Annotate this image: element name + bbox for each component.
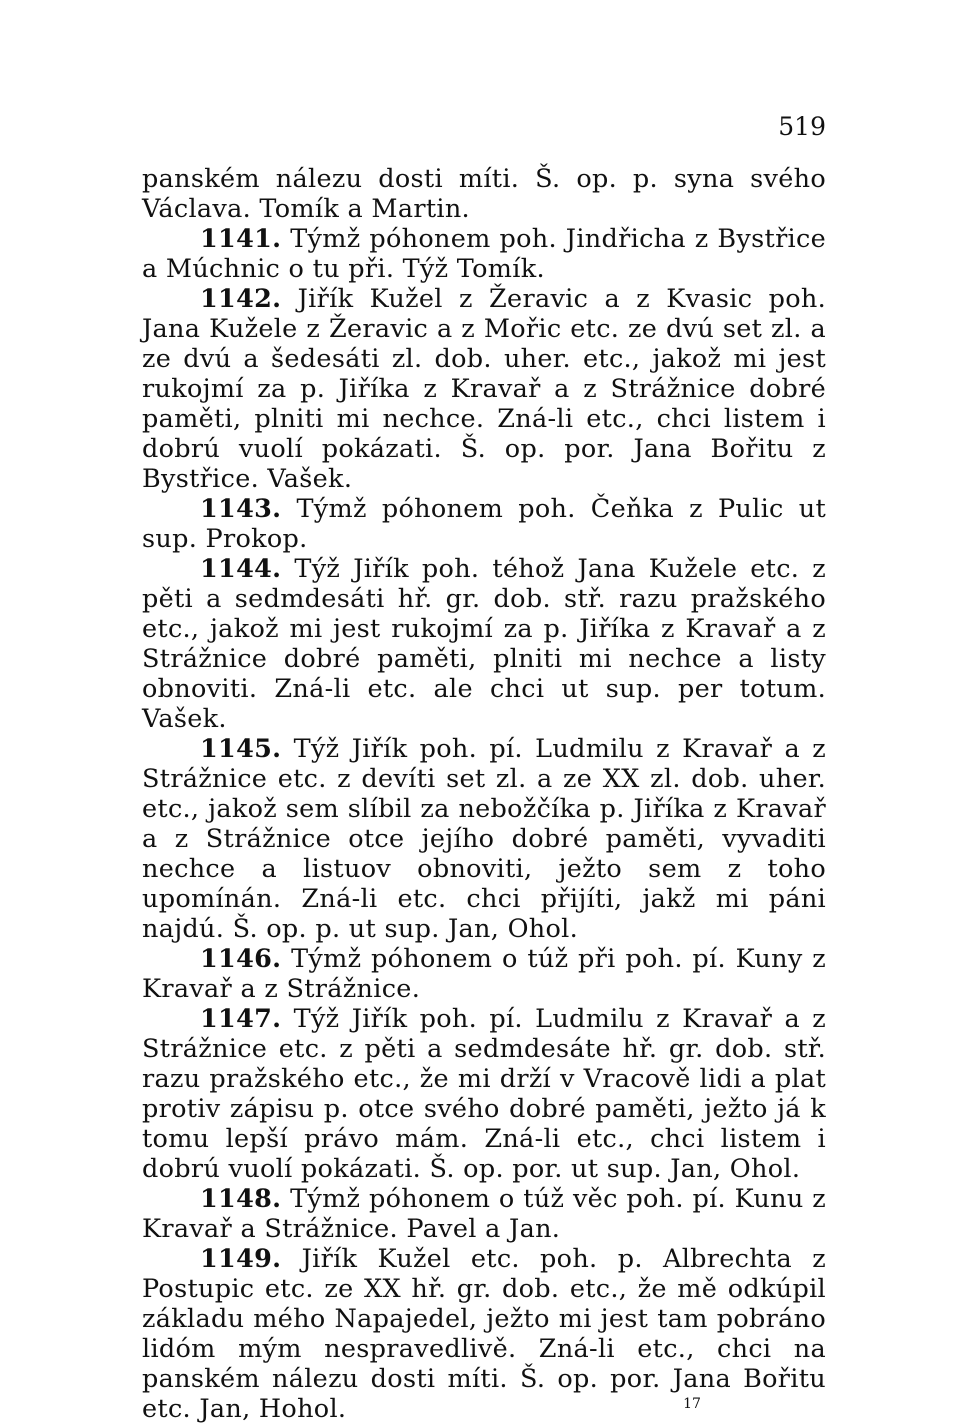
entry-1142 — [142, 284, 826, 494]
entry-number: 1148. — [200, 1184, 282, 1214]
entry-number: 1145. — [200, 734, 282, 764]
entry-text: Týmž póhonem o túž věc poh. pí. Kunu z Kravař a Strážnice. Pavel a Jan. — [142, 1184, 827, 1244]
entry-text: Týž Jiřík poh. pí. Ludmilu z Kravař a z Strážnice etc. z devíti set zl. a ze XX zl. dob. uher. etc., jakož sem slíbil za nebožčíka p. Jiříka z Kravař a z Strážnice otce jejího dobré paměti, vyvaditi nechce a listuov obnoviti, ježto sem z toho upomínán. Zná-li etc. chci přijíti, jakž mi páni najdú. Š. op. p. ut sup. Jan, Ohol. — [142, 734, 826, 944]
entry-number: 1149. — [200, 1244, 282, 1274]
entry-1149 — [142, 1244, 826, 1424]
entry-1143 — [142, 494, 826, 554]
entry-number: 1144. — [200, 554, 282, 584]
entry-text: Jiřík Kužel z Žeravic a z Kvasic poh. Jana Kužele z Žeravic a z Mořic etc. ze dvú set zl. a ze dvú a šedesáti zl. dob. uher. etc., jakož mi jest rukojmí za p. Jiříka z Kravař a z Strážnice dobré paměti, plniti mi nechce. Zná-li etc., chci listem i dobrú vuolí pokázati. Š. op. por. Jana Bořitu z Bystřice. Vašek. — [142, 284, 826, 494]
entry-1141 — [142, 224, 826, 284]
entry-1146 — [142, 944, 826, 1004]
intro-paragraph: panském nálezu dosti míti. Š. op. p. syna svého Václava. Tomík a Martin. — [142, 164, 826, 224]
entry-text: Týž Jiřík poh. pí. Ludmilu z Kravař a z Strážnice etc. z pěti a sedmdesáte hř. gr. dob. stř. razu pražského etc., že mi drží v Vracově lidi a plat protiv zápisu p. otce svého dobré paměti, ježto já k tomu lepší právo mám. Zná-li etc., chci listem i dobrú vuolí pokázati. Š. op. por. ut sup. Jan, Ohol. — [142, 1004, 826, 1184]
entry-text: Týmž póhonem poh. Jindřicha z Bystřice a Múchnic o tu při. Týž Tomík. — [142, 224, 826, 284]
entry-text: Jiřík Kužel etc. poh. p. Albrechta z Postupic etc. ze XX hř. gr. dob. etc., že mě odkúpil základu mého Napajedel, ježto mi jest tam pobráno lidóm mým nespravedlivě. Zná-li etc., chci na panském nálezu dosti míti. Š. op. por. Jana Bořitu etc. Jan, Hohol. — [142, 1244, 826, 1424]
entry-text: Týž Jiřík poh. téhož Jana Kužele etc. z pěti a sedmdesáti hř. gr. dob. stř. razu pražského etc., jakož mi jest rukojmí za p. Jiříka z Kravař a z Strážnice dobré paměti, plniti mi nechce a listy obnoviti. Zná-li etc. ale chci ut sup. per totum. Vašek. — [142, 554, 826, 734]
entry-1145 — [142, 734, 826, 944]
entry-1147 — [142, 1004, 826, 1184]
entry-number: 1141. — [200, 224, 282, 254]
entry-number: 1143. — [200, 494, 282, 524]
entry-number: 1142. — [200, 284, 282, 314]
entry-text: Týmž póhonem o túž při poh. pí. Kuny z Kravař a z Strážnice. — [142, 944, 827, 1004]
signature-mark: 17 — [683, 1396, 701, 1412]
entry-text: Týmž póhonem poh. Čeňka z Pulic ut sup. Prokop. — [142, 494, 827, 554]
entry-1148 — [142, 1184, 826, 1244]
entry-number: 1146. — [200, 944, 282, 974]
page-number: 519 — [778, 112, 826, 141]
entry-1144 — [142, 554, 826, 734]
entry-number: 1147. — [200, 1004, 282, 1034]
document-body — [142, 164, 826, 1424]
